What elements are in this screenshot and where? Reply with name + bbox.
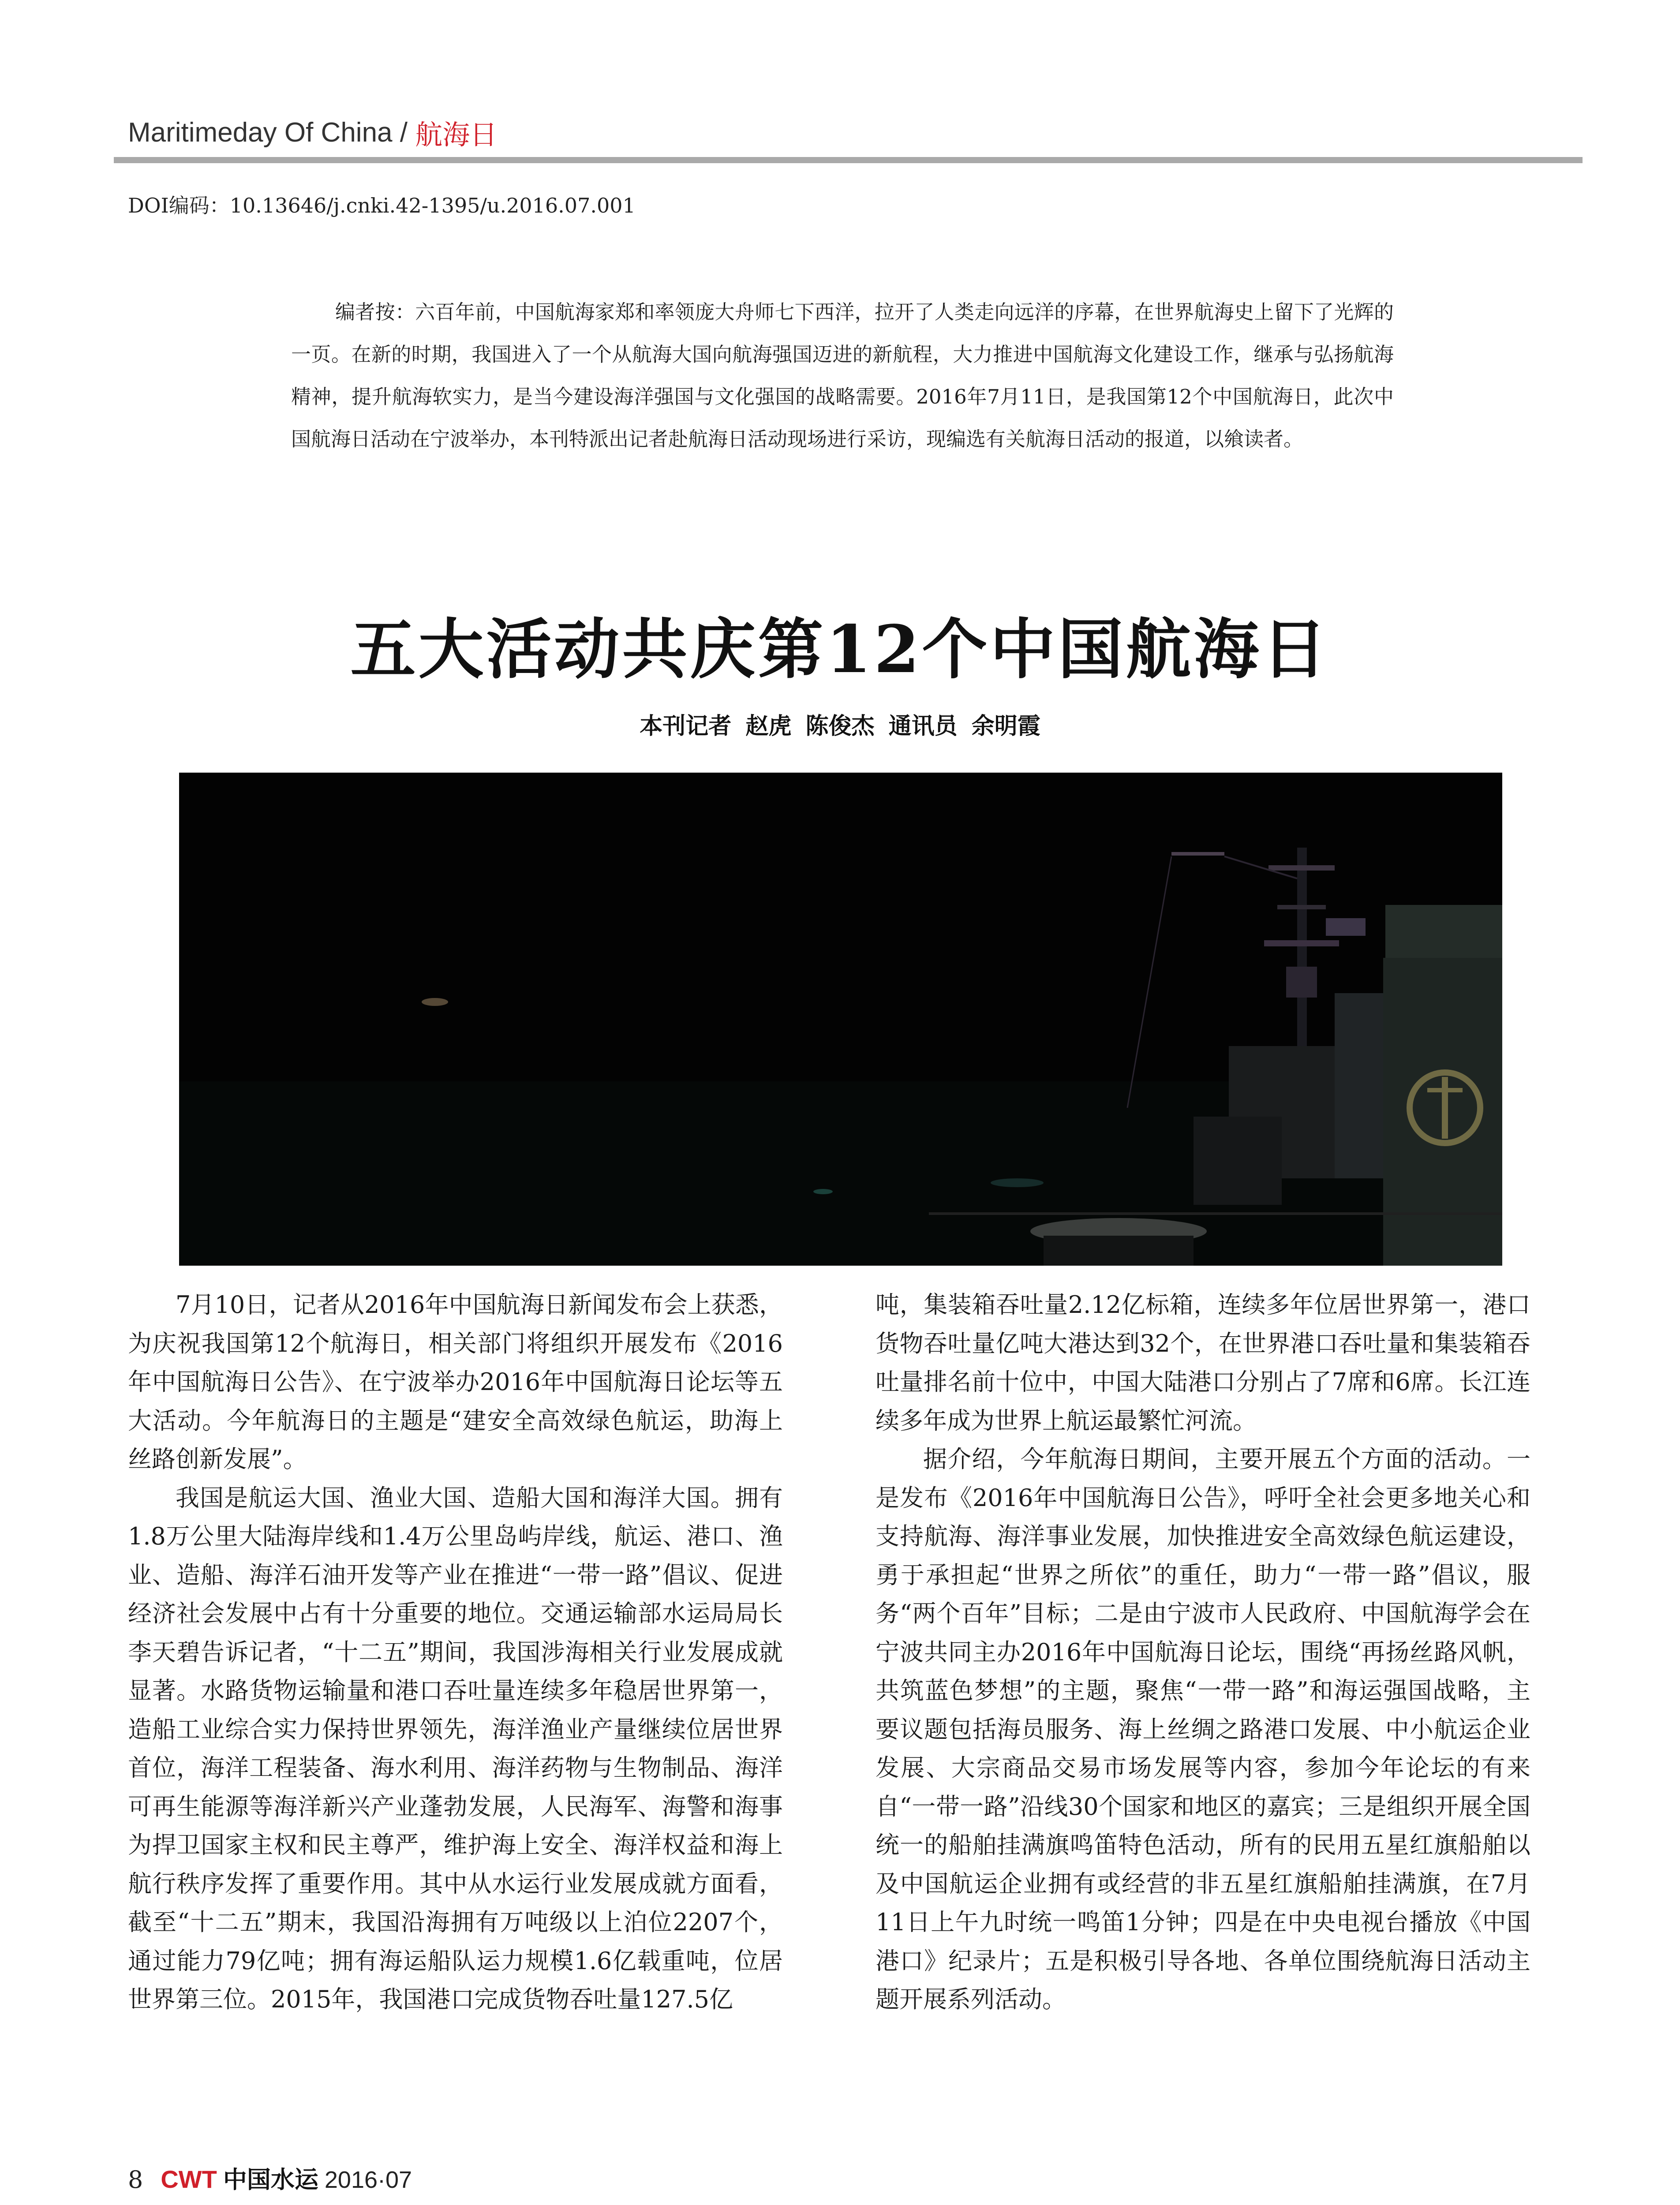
article-column-right xyxy=(876,1286,1530,2019)
article-title: 五大活动共庆第12个中国航海日 xyxy=(350,611,1330,688)
paragraph: 我国是航运大国、渔业大国、造船大国和海洋大国。拥有1.8万公里大陆海岸线和1.4万公里岛屿岸线，航运、港口、渔业、造船、海洋石油开发等产业在推进“一带一路”倡议、促进经济社会发展中占有十分重要的地位。交通运输部水运局局长李天碧告诉记者，“十二五”期间，我国涉海相关行业发展成就显著。水路货物运输量和港口吞吐量连续多年稳居世界第一，造船工业综合实力保持世界领先，海洋渔业产量继续位居世界首位，海洋工程装备、海水利用、海洋药物与生物制品、海洋可再生能源等海洋新兴产业蓬勃发展，人民海军、海警和海事为捍卫国家主权和民主尊严，维护海上安全、海洋权益和海上航行秩序发挥了重要作用。其中从水运行业发展成就方面看，截至“十二五”期末，我国沿海拥有万吨级以上泊位2207个，通过能力79亿吨；拥有海运船队运力规模1.6亿载重吨，位居世界第三位。2015年，我国港口完成货物吞吐量127.5亿 xyxy=(128,1484,783,2013)
article-photo xyxy=(179,773,1502,1266)
header-rule xyxy=(114,157,1583,163)
paragraph: 7月10日，记者从2016年中国航海日新闻发布会上获悉，为庆祝我国第12个航海日，相关部门将组织开展发布《2016年中国航海日公告》、在宁波举办2016年中国航海日论坛等五大活动。今年航海日的主题是“建安全高效绿色航运，助海上丝路创新发展”。 xyxy=(128,1291,783,1473)
header-separator: / xyxy=(400,117,408,148)
paragraph: 吨，集装箱吞吐量2.12亿标箱，连续多年位居世界第一，港口货物吞吐量亿吨大港达到32个，在世界港口吞吐量和集装箱吞吐量排名前十位中，中国大陆港口分别占了7席和6席。长江连续多年成为世界上航运最繁忙河流。 xyxy=(876,1291,1530,1435)
running-header xyxy=(128,110,497,154)
journal-issue: 2016·07 xyxy=(324,2167,412,2193)
page-number: 8 xyxy=(128,2166,143,2194)
header-english: Maritimeday Of China xyxy=(128,117,393,148)
journal-name: 中国水运 xyxy=(223,2166,318,2194)
editor-note: 编者按：六百年前，中国航海家郑和率领庞大舟师七下西洋，拉开了人类走向远洋的序幕，在世界航海史上留下了光辉的一页。在新的时期，我国进入了一个从航海大国向航海强国迈进的新航程，大力推进中国航海文化建设工作，继承与弘扬航海精神，提升航海软实力，是当今建设海洋强国与文化强国的战略需要。2016年7月11日，是我国第12个中国航海日，此次中国航海日活动在宁波举办，本刊特派出记者赴航海日活动现场进行采访，现编选有关航海日活动的报道，以飨读者。 xyxy=(291,300,1394,451)
night-harbor-ship-illustration xyxy=(179,773,1502,1266)
article-byline: 本刊记者 赵虎 陈俊杰 通讯员 余明霞 xyxy=(640,713,1040,740)
header-section-name: 航海日 xyxy=(415,118,498,151)
article-column-left xyxy=(128,1286,783,2019)
paragraph: 据介绍，今年航海日期间，主要开展五个方面的活动。一是发布《2016年中国航海日公告》，呼吁全社会更多地关心和支持航海、海洋事业发展，加快推进安全高效绿色航运建设，勇于承担起“世界之所依”的重任，助力“一带一路”倡议，服务“两个百年”目标；二是由宁波市人民政府、中国航海学会在宁波共同主办2016年中国航海日论坛，围绕“再扬丝路风帆，共筑蓝色梦想”的主题，聚焦“一带一路”和海运强国战略，主要议题包括海员服务、海上丝绸之路港口发展、中小航运企业发展、大宗商品交易市场发展等内容，参加今年论坛的有来自“一带一路”沿线30个国家和地区的嘉宾；三是组织开展全国统一的船舶挂满旗鸣笛特色活动，所有的民用五星红旗船舶以及中国航运企业拥有或经营的非五星红旗船舶挂满旗，在7月11日上午九时统一鸣笛1分钟；四是在中央电视台播放《中国港口》纪录片；五是积极引导各地、各单位围绕航海日活动主题开展系列活动。 xyxy=(876,1445,1530,2013)
journal-logo: CWT xyxy=(161,2165,217,2193)
page-footer xyxy=(128,2161,412,2195)
doi-code: DOI编码：10.13646/j.cnki.42-1395/u.2016.07.001 xyxy=(128,194,636,217)
